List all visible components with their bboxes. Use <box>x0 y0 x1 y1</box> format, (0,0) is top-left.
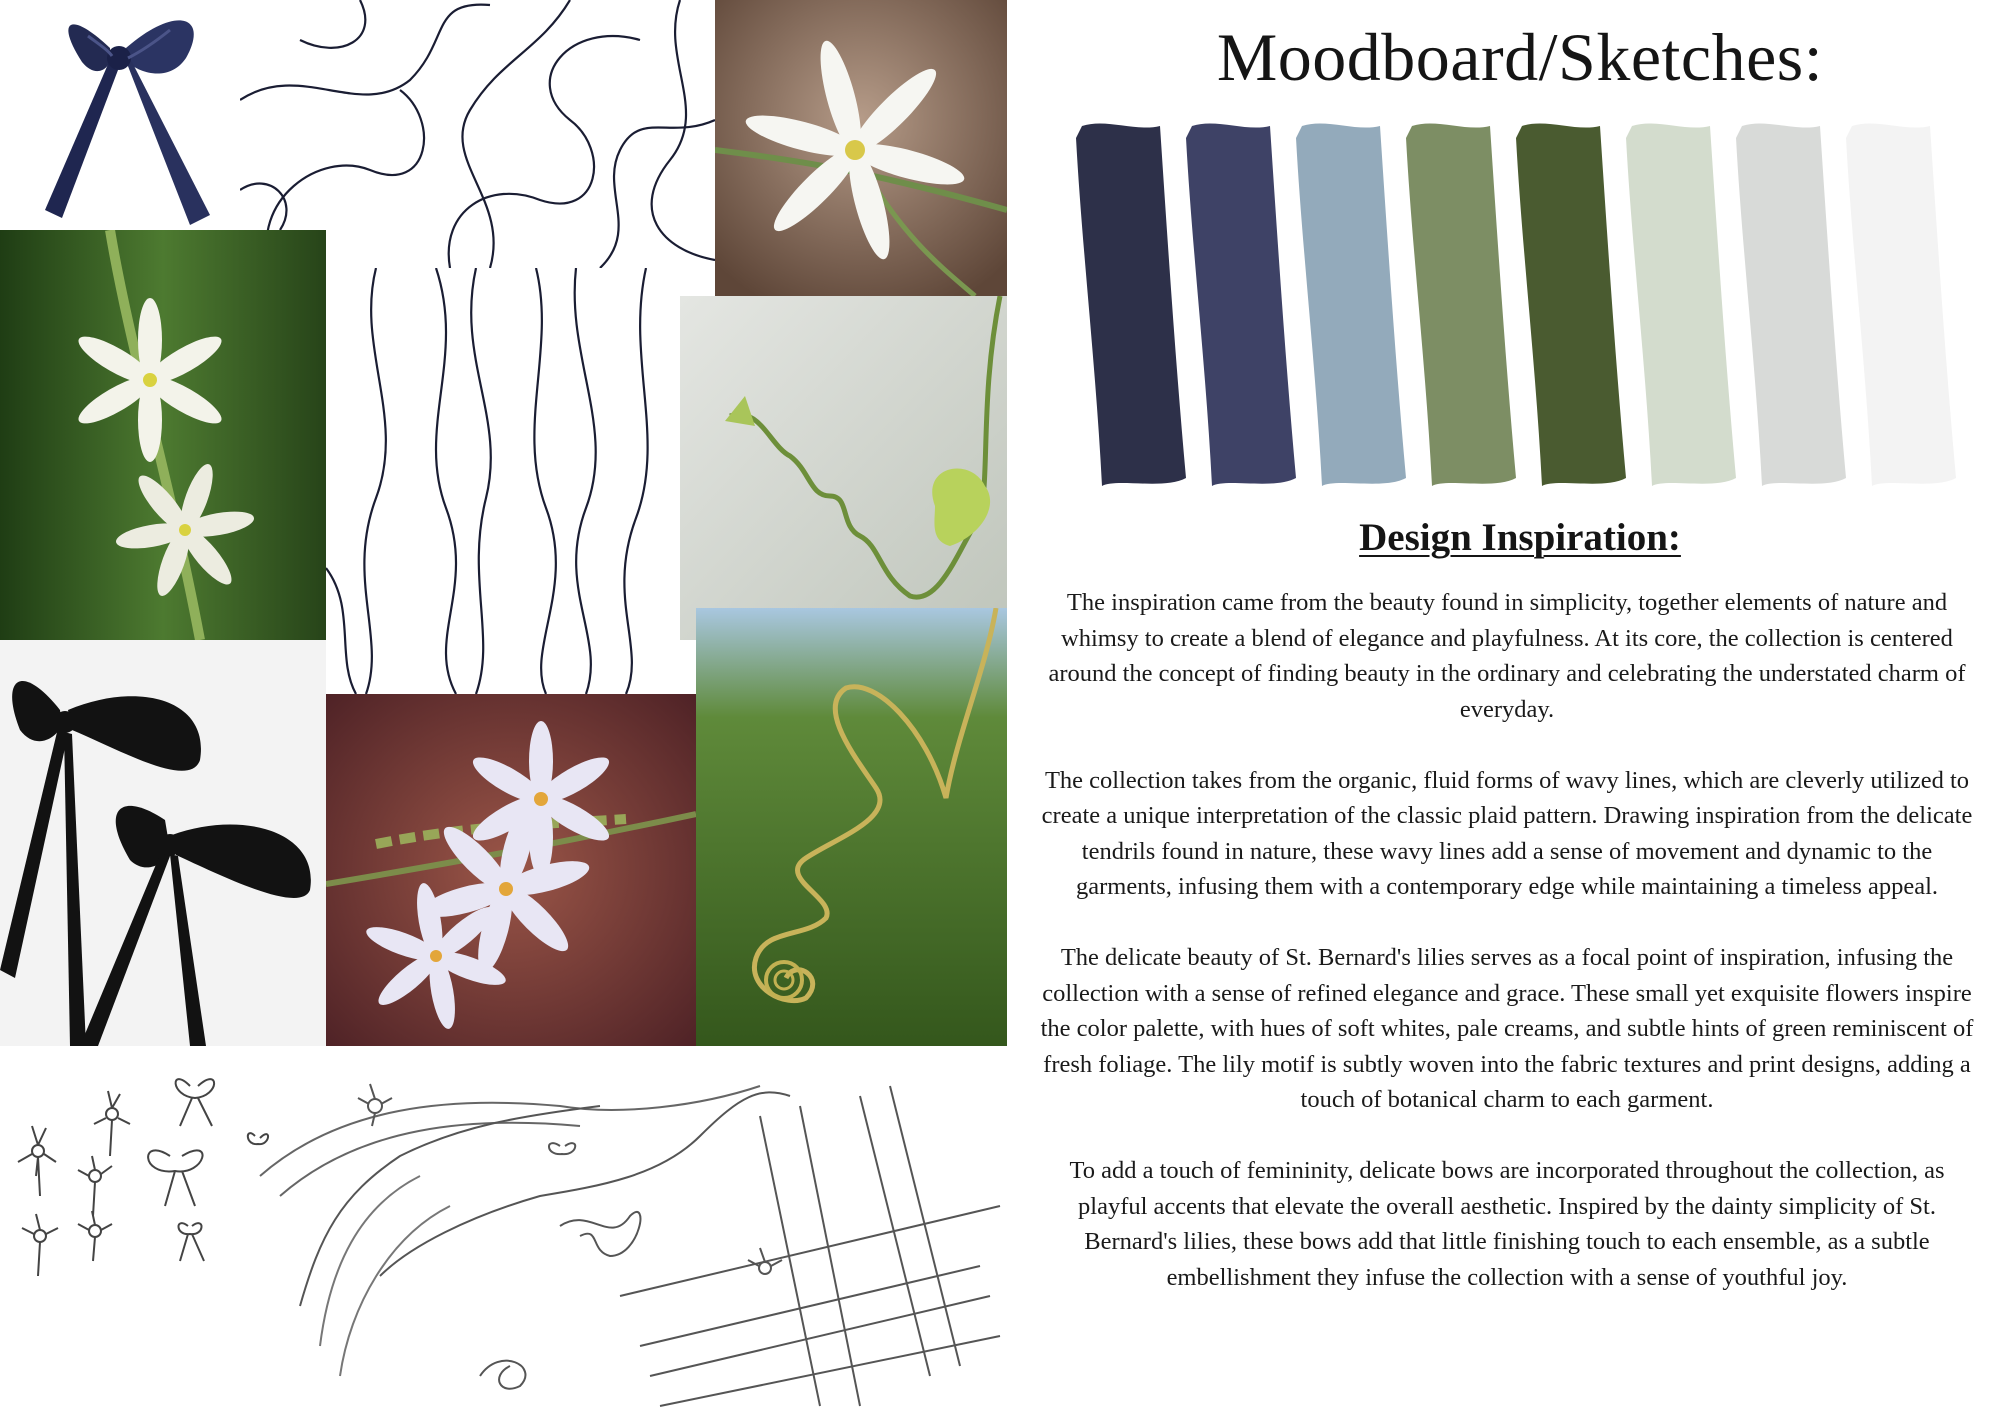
spiral-tendril-image <box>696 608 1007 1046</box>
color-palette <box>1060 118 1980 503</box>
navy-bow-image <box>0 0 240 230</box>
paragraph: The collection takes from the organic, fluid forms of wavy lines, which are cleverly utilized to create a unique interpretation of the classic plaid pattern. Drawing inspiration from the delicate tendrils found in nature, these wavy lines add a sense of movement and dynamic to the garments, infusing them with a contemporary edge while maintaining a timeless appeal. <box>1041 766 1973 900</box>
color-swatch <box>1186 123 1296 486</box>
paragraph: The inspiration came from the beauty found in simplicity, together elements of nature and whimsy to create a blend of elegance and playfulness. At its core, the collection is centered around the concept of finding beauty in the ordinary and celebrating the understated charm of everyday. <box>1048 589 1966 723</box>
color-swatch <box>1406 123 1516 486</box>
color-swatch <box>1736 123 1846 486</box>
color-swatch <box>1626 123 1736 486</box>
wavy-lines-pattern <box>240 0 715 268</box>
green-tendril-image <box>680 296 1007 640</box>
st-bernards-lilies-image <box>326 694 696 1046</box>
black-bows-image <box>0 640 326 1046</box>
paragraph: The delicate beauty of St. Bernard's lilies serves as a focal point of inspiration, infusing the collection with a sense of refined elegance and grace. These small yet exquisite flowers inspire the color palette, with hues of soft whites, pale creams, and subtle hints of green reminiscent of fresh foliage. The lily motif is subtly woven into the fabric textures and print designs, adding a touch of botanical charm to each garment. <box>1040 944 1974 1113</box>
design-inspiration-body <box>1032 585 1982 1331</box>
white-lily-image <box>715 0 1007 296</box>
color-swatch <box>1076 123 1186 486</box>
color-swatch <box>1516 123 1626 486</box>
paragraph: To add a touch of femininity, delicate bows are incorporated throughout the collection, as playful accents that elevate the overall aesthetic. Inspired by the dainty simplicity of St. Bernard's lilies, these bows add that little finishing touch to each ensemble, as a subtle embellishment they infuse the collection with a sense of youthful joy. <box>1069 1157 1945 1291</box>
page-title: Moodboard/Sketches: <box>1216 19 1824 95</box>
vertical-wavy-lines-pattern <box>326 268 680 694</box>
design-inspiration-heading: Design Inspiration: <box>1359 516 1681 559</box>
color-swatch <box>1846 123 1956 486</box>
color-swatch <box>1296 123 1406 486</box>
spider-lily-image <box>0 230 326 640</box>
pencil-sketches-image <box>0 1046 1007 1414</box>
